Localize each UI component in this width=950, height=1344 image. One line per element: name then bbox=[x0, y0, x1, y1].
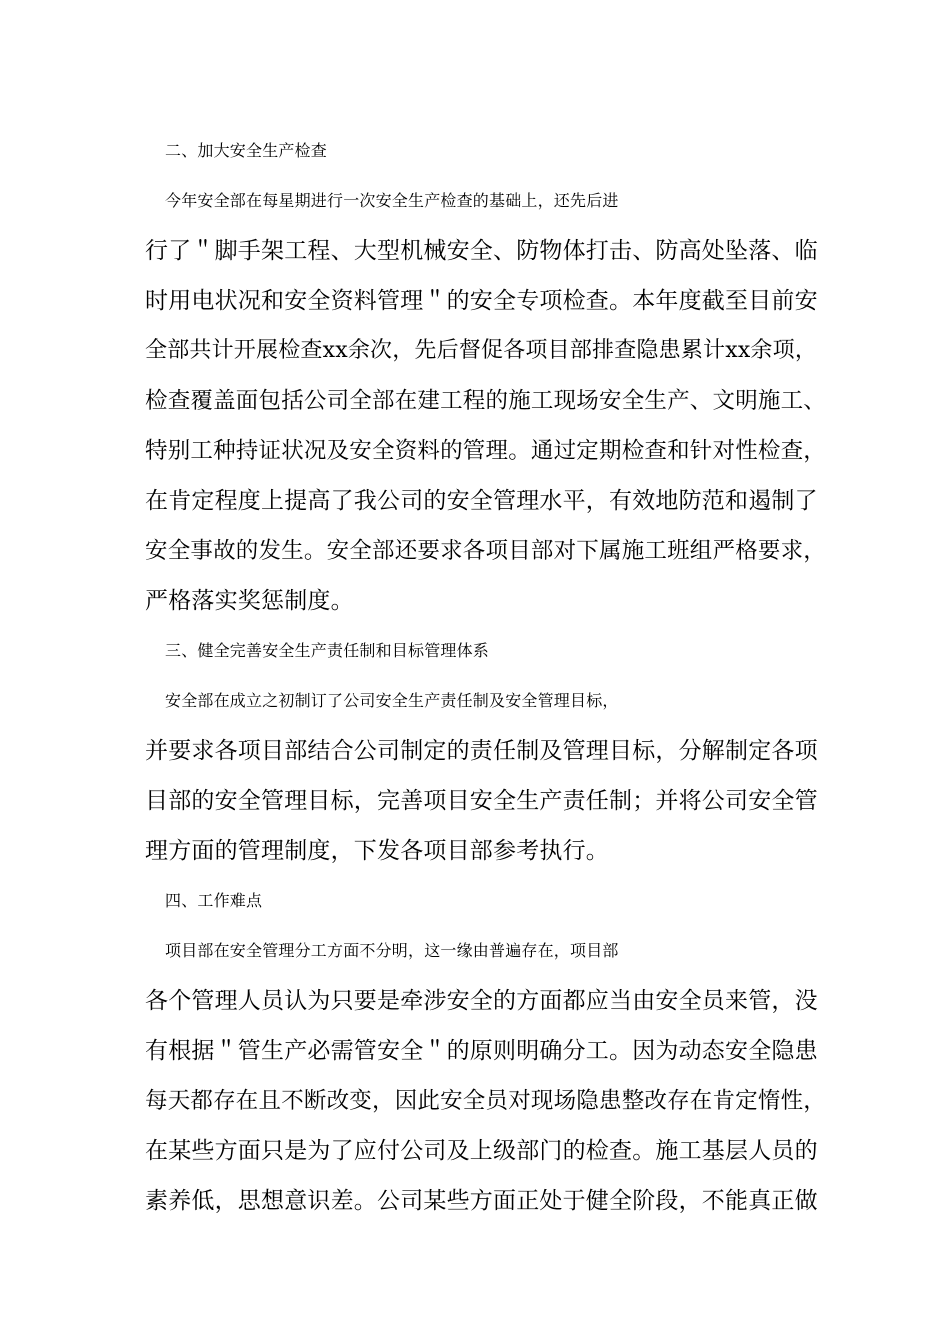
paragraph-line: 行了＂脚手架工程、大型机械安全、防物体打击、防高处坠落、临 bbox=[145, 238, 818, 264]
paragraph-line: 项目部在安全管理分工方面不分明，这一缘由普遍存在，项目部 bbox=[165, 941, 619, 960]
paragraph-line: 今年安全部在每星期进行一次安全生产检查的基础上，还先后进 bbox=[165, 191, 619, 210]
paragraph-line: 安全部在成立之初制订了公司安全生产责任制及安全管理目标， bbox=[165, 691, 619, 710]
paragraph-line: 全部共计开展检查xx余次，先后督促各项目部排查隐患累计xx余项， bbox=[145, 338, 818, 363]
paragraph-line: 各个管理人员认为只要是牵涉安全的方面都应当由安全员来管，没 bbox=[145, 988, 818, 1014]
paragraph-line: 目部的安全管理目标，完善项目安全生产责任制；并将公司安全管 bbox=[145, 788, 818, 814]
paragraph-line: 在某些方面只是为了应付公司及上级部门的检查。施工基层人员的 bbox=[145, 1138, 818, 1164]
section-heading-4: 四、工作难点 bbox=[165, 891, 263, 910]
paragraph-line: 检查覆盖面包括公司全部在建工程的施工现场安全生产、文明施工、 bbox=[145, 388, 827, 414]
paragraph-line: 特别工种持证状况及安全资料的管理。通过定期检查和针对性检查， bbox=[145, 438, 827, 464]
section-heading-2: 二、加大安全生产检查 bbox=[165, 141, 328, 160]
paragraph-line: 有根据＂管生产必需管安全＂的原则明确分工。因为动态安全隐患 bbox=[145, 1038, 818, 1064]
paragraph-line: 并要求各项目部结合公司制定的责任制及管理目标，分解制定各项 bbox=[145, 738, 818, 764]
paragraph-line: 时用电状况和安全资料管理＂的安全专项检查。本年度截至目前安 bbox=[145, 288, 818, 314]
paragraph-line: 在肯定程度上提高了我公司的安全管理水平，有效地防范和遏制了 bbox=[145, 488, 818, 514]
paragraph-line: 严格落实奖惩制度。 bbox=[145, 588, 354, 614]
paragraph-line: 安全事故的发生。安全部还要求各项目部对下属施工班组严格要求， bbox=[145, 538, 827, 564]
paragraph-line: 理方面的管理制度，下发各项目部参考执行。 bbox=[145, 838, 609, 864]
paragraph-line: 素养低，思想意识差。公司某些方面正处于健全阶段，不能真正做 bbox=[145, 1188, 818, 1214]
section-heading-3: 三、健全完善安全生产责任制和目标管理体系 bbox=[165, 641, 490, 660]
paragraph-line: 每天都存在且不断改变，因此安全员对现场隐患整改存在肯定惰性， bbox=[145, 1088, 827, 1114]
